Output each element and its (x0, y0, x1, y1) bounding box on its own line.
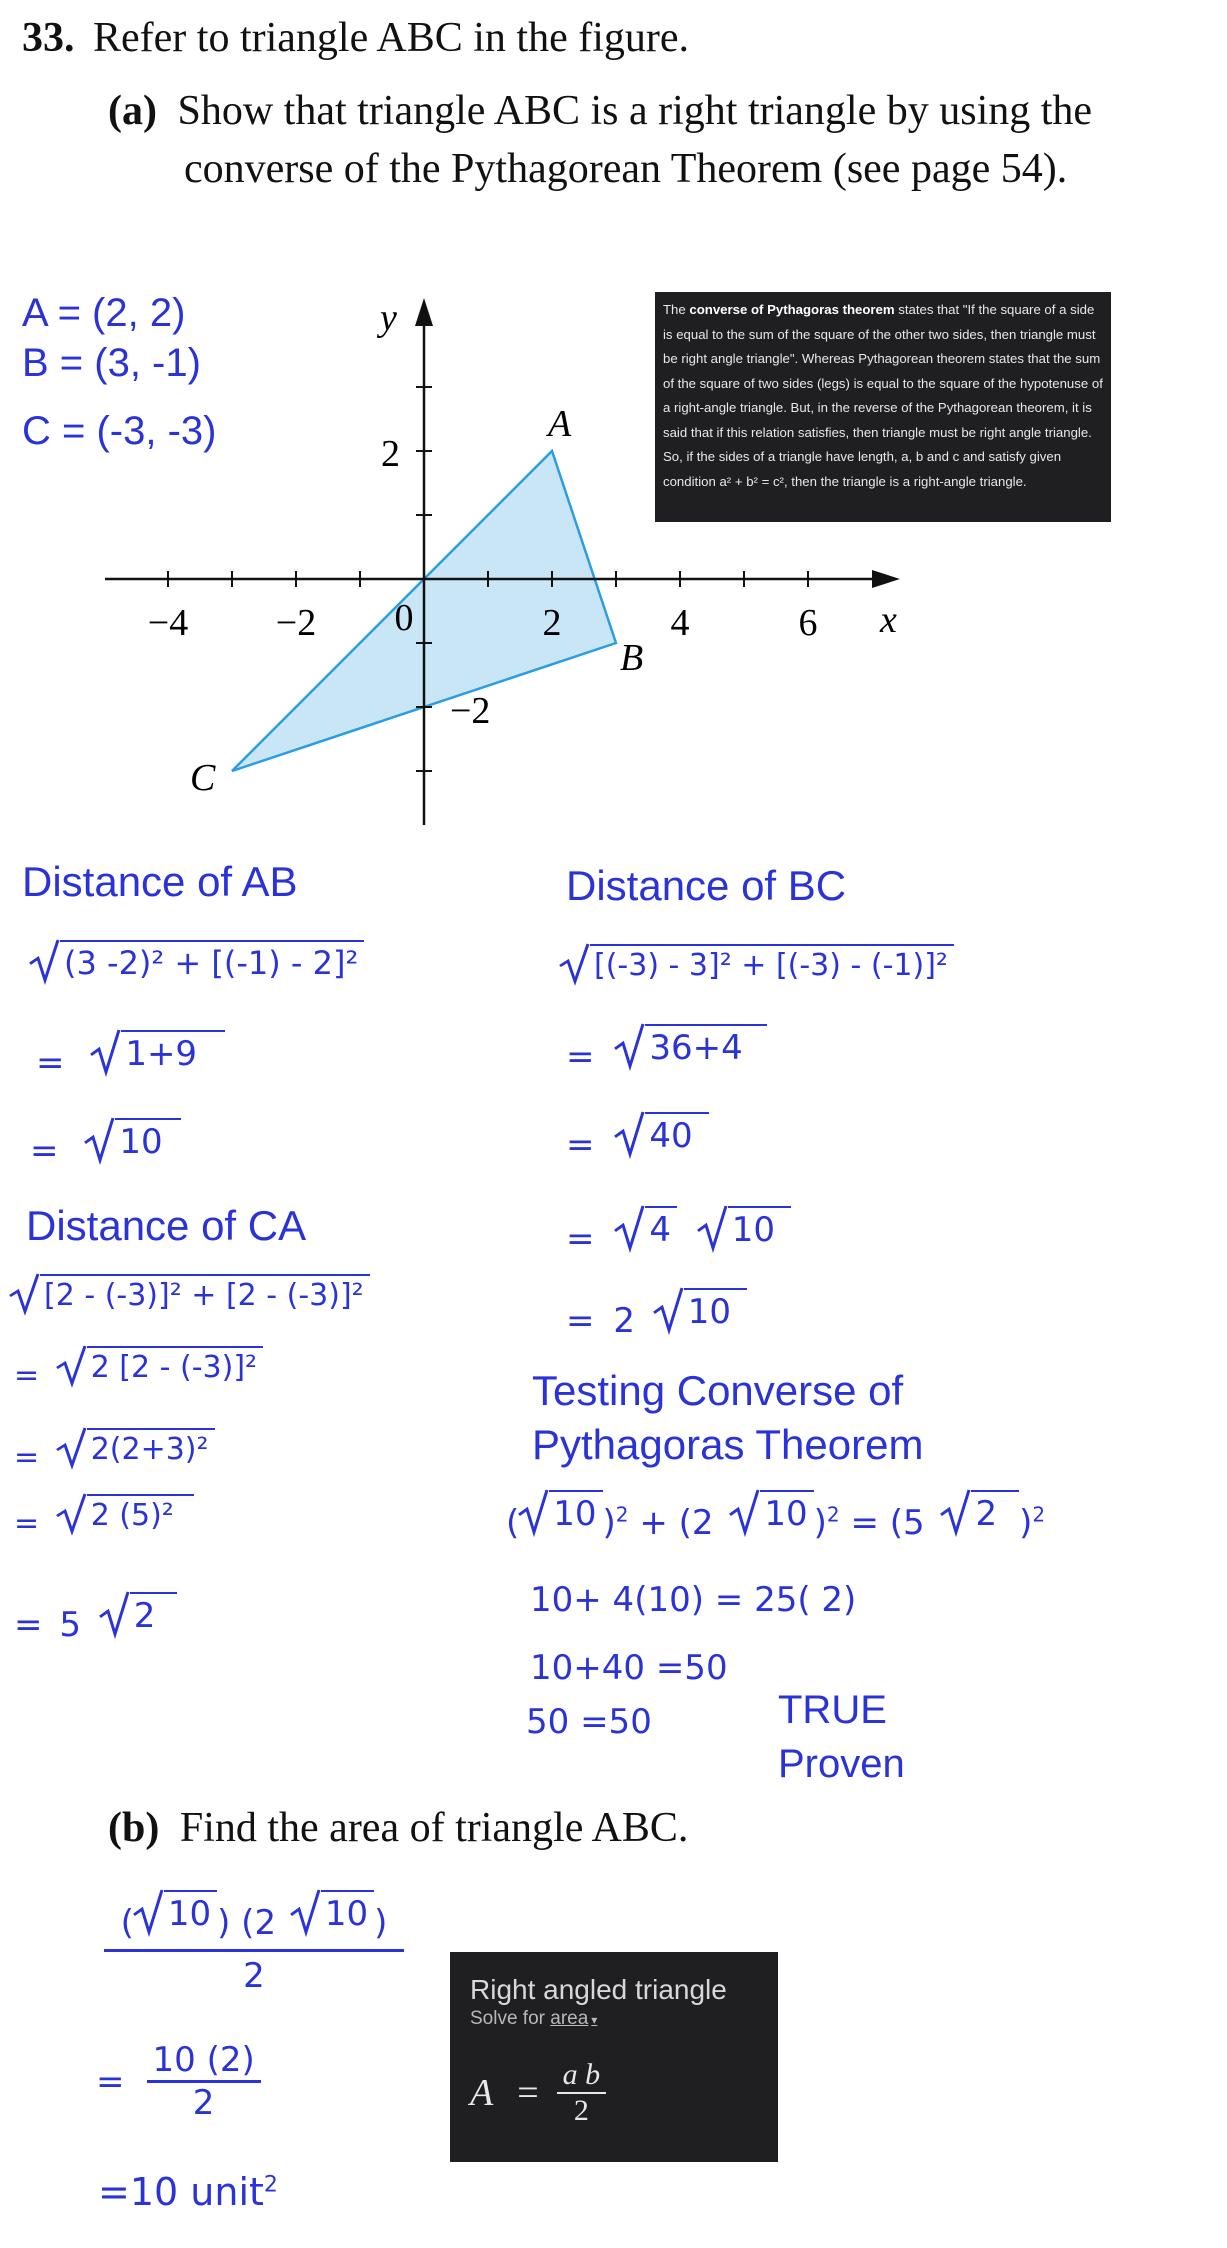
y-tick-label-neg2: −2 (450, 690, 491, 732)
chevron-down-icon: ▾ (591, 2013, 598, 2027)
ab-step2: = 1+9 (36, 1030, 225, 1083)
x-tick-label-2: 2 (542, 602, 562, 644)
vertex-label-c: C (190, 757, 216, 799)
vertex-label-b: B (620, 637, 644, 679)
area-step2: = $\frac{10 (2)}{2}$ (96, 2040, 261, 2123)
part-a-label: (a) (108, 88, 157, 134)
y-tick-label-2: 2 (381, 433, 400, 475)
ca-step4: = 2 (5)² (14, 1494, 194, 1541)
converse-term: converse of Pythagoras theorem (689, 302, 895, 317)
testing-line1: ( 10 )$^2$ + (2 10 )$^2$ = (5 2 )$^2$ (506, 1490, 1045, 1543)
y-axis-label: y (380, 297, 397, 339)
area-formula-box: Right angled triangle Solve for area ▾ A = $\frac{\text{a b}}{2}$ (450, 1952, 778, 2162)
problem-number: 33. (22, 15, 75, 61)
ab-heading: Distance of AB (22, 858, 298, 905)
x-tick-label-neg2: −2 (275, 602, 317, 644)
result-proven: Proven (778, 1742, 905, 1786)
part-b-text: Find the area of triangle ABC. (179, 1805, 689, 1851)
testing-line3: 10+40 =50 (530, 1648, 728, 1688)
point-b: B = (3, -1) (22, 341, 201, 385)
testing-heading: Testing Converse of Pythagoras Theorem (532, 1367, 924, 1468)
formula-title: Right angled triangle (470, 1974, 727, 2005)
ca-step2: = 2 [2 - (-3)]² (14, 1346, 263, 1393)
ab-step3: = 10 (30, 1118, 181, 1171)
problem-header (22, 14, 689, 62)
ca-step5: = 5 2 (14, 1592, 177, 1645)
area-result: =10 unit$^2$ (98, 2170, 278, 2214)
problem-statement: Refer to triangle ABC in the figure. (93, 15, 690, 61)
converse-info-box: The converse of Pythagoras theorem states that "If the square of a side is equal to the sum of the square of the other two sides, then triangle must be right angle triangle". Whereas Pythagorean theorem states that the sum of the square of two sides (legs) is equal to the square of the hypotenuse of a right-angle triangle. But, in the reverse of the Pythagorean theorem, it is said that if this relation satisfies, then triangle must be right angle triangle. So, if the sides of a triangle have length, a, b and c and satisfy given condition a² + b² = c², then the triangle is a right-angle triangle. (655, 292, 1111, 522)
result-true: TRUE (778, 1688, 887, 1732)
part-b-prompt (108, 1804, 688, 1852)
bc-step3: = 40 (566, 1112, 709, 1165)
bc-heading: Distance of BC (566, 862, 847, 909)
part-a-line2: converse of the Pythagorean Theorem (see page 54). (184, 146, 1068, 192)
x-axis-label: x (880, 599, 897, 641)
bc-step5: = 2 10 (566, 1288, 747, 1341)
ab-step1: (3 -2)² + [(-1) - 2]² (30, 940, 364, 990)
area-fraction: ( 10 ) (2 10 ) 2 (104, 1890, 404, 1996)
testing-line4: 50 =50 (526, 1702, 652, 1742)
vertex-label-a: A (548, 403, 572, 445)
ca-step3: = 2(2+3)² (14, 1428, 215, 1475)
testing-line2: 10+ 4(10) = 25( 2) (530, 1580, 857, 1620)
y-axis-arrow (415, 298, 433, 326)
x-tick-label-neg4: −4 (147, 602, 189, 644)
bc-step4: = 4 10 (566, 1206, 791, 1259)
x-tick-label-0: 0 (394, 597, 414, 639)
bc-step2: = 36+4 (566, 1024, 767, 1077)
point-c: C = (-3, -3) (22, 409, 217, 453)
area-formula: A = $\frac{\text{a b}}{2}$ (470, 2058, 758, 2128)
ca-heading: Distance of CA (26, 1202, 307, 1249)
x-axis-arrow (872, 570, 900, 588)
part-b-label: (b) (108, 1805, 160, 1851)
x-tick-label-6: 6 (798, 602, 818, 644)
part-a-line1: Show that triangle ABC is a right triangle by using the (177, 88, 1093, 134)
x-tick-label-4: 4 (670, 602, 690, 644)
bc-step1: [(-3) - 3]² + [(-3) - (-1)]² (560, 944, 954, 991)
point-a: A = (2, 2) (22, 291, 186, 335)
part-a-prompt (108, 82, 1092, 198)
solve-for-dropdown[interactable]: area ▾ (550, 2008, 598, 2029)
ca-step1: [2 - (-3)]² + [2 - (-3)]² (10, 1274, 370, 1321)
